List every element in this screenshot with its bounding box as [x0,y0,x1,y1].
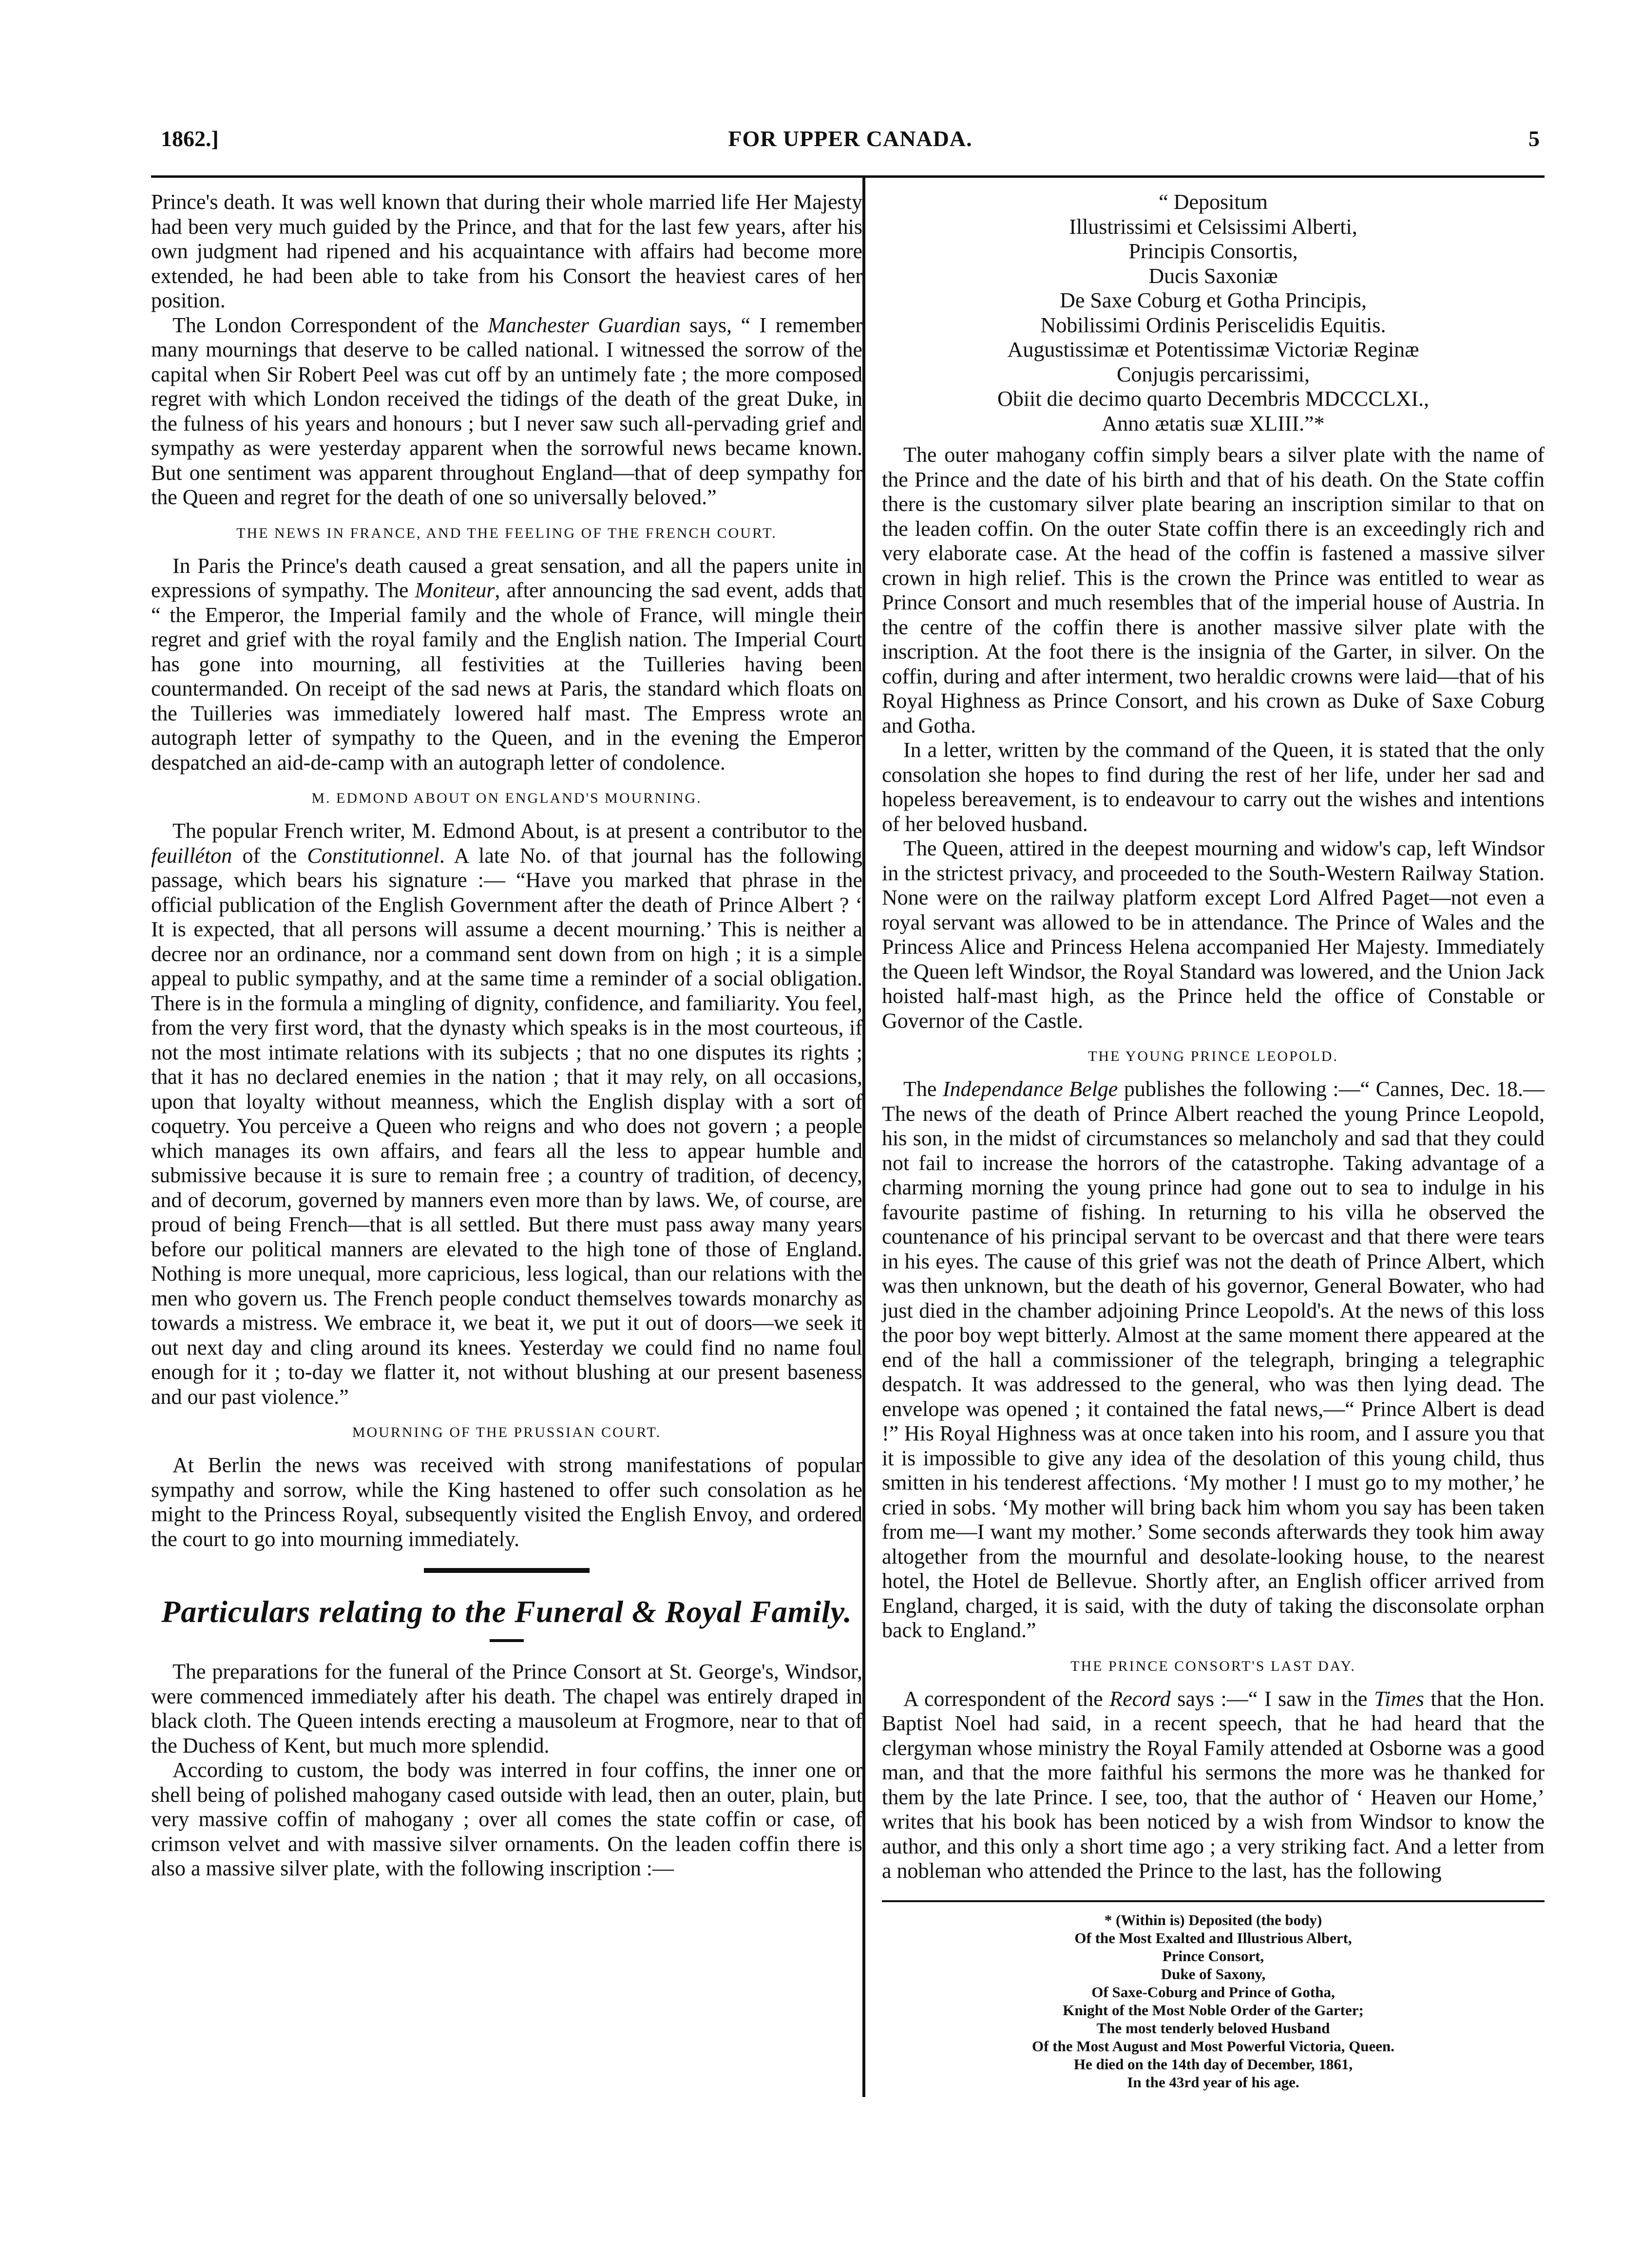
footnote-line: Of Saxe-Coburg and Prince of Gotha, [1091,1983,1335,2001]
paragraph: The London Correspondent of the Manchester Guardian says, “ I remember many mournings that deserve to be called national. I witnessed the sorrow of the capital when Sir Robert Peel was cut off by an untimely fate ; the more composed regret with which London received the tidings of the death of the great Duke, in the fulness of his years and honours ; but I never saw such all-pervading grief and sympathy as were yesterday apparent when the sorrowful news became known. But one sentiment was apparent throughout England—that of deep sympathy for the Queen and regret for the death of one so universally beloved.” [151,313,863,509]
heading-dash [490,1639,524,1642]
inscription-line: Anno ætatis suæ XLIII.”* [1102,411,1325,435]
inscription-line: Principis Consortis, [1128,239,1298,263]
section-heading: THE YOUNG PRINCE LEOPOLD. [1088,1048,1338,1064]
paragraph: The Queen, attired in the deepest mourning and widow's cap, left Windsor in the strictest privacy, and proceeded to the South-Western Railway Station. None were on the railway platform except Lord Alfred Paget—not even a royal servant was allowed to be in attendance. The Prince of Wales and the Princess Alice and Princess Helena accompanied Her Majesty. Immediately the Queen left Windsor, the Royal Standard was lowered, and the Union Jack hoisted half-mast high, as the Prince held the office of Constable or Governor of the Castle. [882,836,1545,1033]
header-title: FOR UPPER CANADA. [728,126,973,151]
latin-inscription [882,190,1545,436]
footnote-line: Knight of the Most Noble Order of the Garter; [1063,2001,1364,2019]
page-header [161,126,1540,170]
inscription-line: Obiit die decimo quarto Decembris MDCCCLXI., [997,387,1429,411]
section-heading: M. EDMOND ABOUT ON ENGLAND'S MOURNING. [311,790,702,806]
section-heading: THE PRINCE CONSORT'S LAST DAY. [1070,1658,1356,1674]
footnote-line: * (Within is) Deposited (the body) [1104,1911,1322,1928]
paragraph: A correspondent of the Record says :—“ I saw in the Times that the Hon. Baptist Noel had said, in a recent speech, that he had heard that the clergyman whose ministry the Royal Family attended at Osborne was a good man, and that the more faithful his sermons the more was he thanked for them by the late Prince. I see, too, that the author of ‘ Heaven our Home,’ writes that his book has been noticed by a wish from Windsor to know the author, and this only a short time ago ; a very striking fact. And a letter from a nobleman who attended the Prince to the last, has the following [882,1686,1545,1883]
inscription-line: “ Depositum [1159,190,1268,214]
footnote [882,1911,1545,2091]
inscription-line: Ducis Saxoniæ [1148,264,1278,288]
right-column [882,190,1545,2091]
blackletter-heading: Particulars relating to the Funeral & Royal Family. [161,1594,852,1629]
inscription-line: Nobilissimi Ordinis Periscelidis Equitis. [1040,313,1386,337]
footnote-line: He died on the 14th day of December, 1861, [1073,2055,1353,2073]
footnote-rule [882,1900,1545,1902]
inscription-line: De Saxe Coburg et Gotha Principis, [1060,288,1367,312]
footnote-line: Prince Consort, [1162,1947,1264,1965]
paragraph: At Berlin the news was received with strong manifestations of popular sympathy and sorrow, while the King hastened to offer such consolation as he might to the Princess Royal, subsequently visited the English Envoy, and ordered the court to go into mourning immediately. [151,1453,862,1551]
inscription-line: Augustissimæ et Potentissimæ Victoriæ Reginæ [1007,338,1419,361]
paragraph: The preparations for the funeral of the Prince Consort at St. George's, Windsor, were commenced immediately after his death. The chapel was entirely draped in black cloth. The Queen intends erecting a mausoleum at Frogmore, near to that of the Duchess of Kent, but much more splendid. [151,1660,862,1758]
paragraph: In a letter, written by the command of the Queen, it is stated that the only consolation she hopes to find during the rest of her life, under her sad and hopeless bereavement, is to endeavour to carry out the wishes and intentions of her beloved husband. [882,738,1545,836]
left-column [151,190,862,1881]
inscription-line: Conjugis percarissimi, [1117,362,1310,386]
section-heading: THE NEWS IN FRANCE, AND THE FEELING OF THE FRENCH COURT. [236,525,777,541]
footnote-line: Of the Most Exalted and Illustrious Albert, [1074,1929,1352,1947]
paragraph: In Paris the Prince's death caused a great sensation, and all the papers unite in expressions of sympathy. The Moniteur, after announcing the sad event, adds that “ the Emperor, the Imperial family and the whole of France, will mingle their regret and grief with the royal family and the English nation. The Imperial Court has gone into mourning, all festivities at the Tuilleries having been countermanded. On receipt of the sad news at Paris, the standard which floats on the Tuilleries was immediately lowered half mast. The Empress wrote an autograph letter of sympathy to the Queen, and in the evening the Emperor despatched an aid-de-camp with an autograph letter of condolence. [151,553,862,775]
paragraph: According to custom, the body was interred in four coffins, the inner one or shell being of polished mahogany cased outside with lead, then an outer, plain, but very massive coffin of mahogany ; over all comes the state coffin or case, of crimson velvet and with massive silver ornaments. On the leaden coffin there is also a massive silver plate, with the following inscription :— [151,1758,862,1880]
footnote-line: Duke of Saxony, [1161,1965,1266,1983]
section-divider-rule [424,1568,590,1573]
column-divider [862,178,865,2097]
header-page-number: 5 [1528,126,1540,151]
paragraph: Prince's death. It was well known that during their whole married life Her Majesty had been very much guided by the Prince, and that for the last few years, after his own judgment had ripened and his acquaintance with affairs had become more extended, he had been able to take from his Consort the heaviest cares of her position. [151,190,862,312]
footnote-line: The most tenderly beloved Husband [1096,2019,1330,2037]
footnote-line: Of the Most August and Most Powerful Victoria, Queen. [1032,2037,1394,2055]
header-rule [151,175,1545,178]
paragraph: The popular French writer, M. Edmond About, is at present a contributor to the feuilléton of the Constitutionnel. A late No. of that journal has the following passage, which bears his signature :— “Have you marked that phrase in the official publication of the English Government after the death of Prince Albert ? ‘ It is expected, that all persons will assume a decent mourning.’ This is neither a decree nor an ordinance, nor a command sent down from on high ; it is a simple appeal to public sympathy, and at the same time a reminder of a social obligation. There is in the formula a mingling of dignity, confidence, and familiarity. You feel, from the very first word, that the dynasty which speaks is in the most courteous, if not the most intimate relations with its subjects ; that no one disputes its rights ; that it has no declared enemies in the nation ; that it may rely, on all occasions, upon that loyalty without meanness, which the English display with a sort of coquetry. You perceive a Queen who reigns and who does not govern ; a people which manages its own affairs, and fears all the less to appear humble and submissive because it is sure to remain free ; a country of tradition, of decency, and of decorum, governed by manners even more than by laws. We, of course, are proud of being French—that is all settled. But there must pass away many years before our political manners are elevated to the high tone of those of England. Nothing is more unequal, more capricious, less logical, than our relations with the men who govern us. The French people conduct themselves towards monarchy as towards a mistress. We embrace it, we beat it, we put it out of doors—we seek it out next day and cling around its knees. Yesterday we could find no name foul enough for it ; to-day we flatter it, not without blushing at our present baseness and our past violence.” [151,819,862,1409]
section-heading: MOURNING OF THE PRUSSIAN COURT. [352,1424,662,1440]
paragraph: The outer mahogany coffin simply bears a silver plate with the name of the Prince and the date of his birth and that of his death. On the State coffin there is the customary silver plate bearing an inscription similar to that on the leaden coffin. On the outer State coffin there is an exceedingly rich and very elaborate case. At the head of the coffin is fastened a massive silver crown in high relief. This is the crown the Prince was entitled to wear as Prince Consort and much resembles that of the imperial house of Austria. In the centre of the coffin there is another massive silver plate with the inscription. At the foot there is the insignia of the Garter, in silver. On the coffin, during and after interment, two heraldic crowns were laid—that of his Royal Highness as Prince Consort, and his crown as Duke of Saxe Coburg and Gotha. [882,443,1545,737]
paragraph: The Independance Belge publishes the following :—“ Cannes, Dec. 18.—The news of the death of Prince Albert reached the young Prince Leopold, his son, in the midst of circumstances so melancholy and sad that they could not fail to increase the horrors of the catastrophe. Taking advantage of a charming morning the young prince had gone out to sea to indulge in his favourite pastime of fishing. In returning to his villa he observed the countenance of his principal servant to be overcast and that there were tears in his eyes. The cause of this grief was not the death of Prince Albert, which was then unknown, but the death of his governor, General Bowater, who had just died in the chamber adjoining Prince Leopold's. At the news of this loss the poor boy wept bitterly. Almost at the same moment there appeared at the end of the hall a commissioner of the telegraph, bringing a telegraphic despatch. It was addressed to the general, who was then lying dead. The envelope was opened ; it contained the fatal news,—“ Prince Albert is dead !” His Royal Highness was at once taken into his room, and I assure you that it is impossible to give any idea of the desolation of this young child, thus smitten in his tenderest affections. ‘My mother ! I must go to my mother,’ he cried in sobs. ‘My mother will bring back him whom you say has been taken from me—I want my mother.’ Some seconds afterwards they took him away altogether from the mournful and desolate-looking house, to the nearest hotel, the Hotel de Bellevue. Shortly after, an English officer arrived from England, charged, it is said, with the duty of taking the disconsolate orphan back to England.” [882,1077,1545,1642]
footnote-line: In the 43rd year of his age. [1127,2073,1299,2091]
header-year: 1862.] [161,126,219,151]
inscription-line: Illustrissimi et Celsissimi Alberti, [1069,214,1357,239]
